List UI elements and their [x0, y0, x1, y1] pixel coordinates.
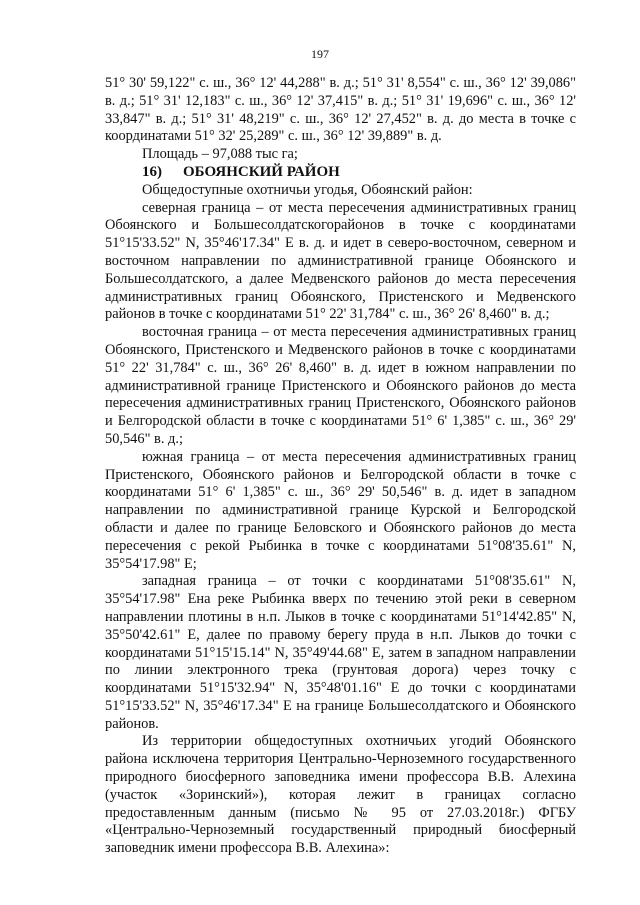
page-number: 197	[311, 47, 329, 61]
west-boundary-paragraph: западная граница – от точки с координатами 51°08'35.61" N, 35°54'17.98" Ена реке Рыбинка вверх по течению этой реки в северном направлении плотины в н.п. Лыков в точке с координатами 51°14'42.85" N, 35°50'42.61" E, далее по правому берегу пруда в н.п. Лыков до точки с координатами 51°15'15.14" N, 35°49'44.68" E, затем в западном направлении по линии электронного трека (грунтовая дорога) через точку с координатами 51°15'32.94" N, 35°48'01.16" E до точки с координатами 51°15'33.52" N, 35°46'17.34" E на границе Большесолдатского и Обоянского районов.	[105, 573, 576, 732]
north-boundary-paragraph: северная граница – от места пересечения административных границ Обоянского и Большесолдатскогорайонов в точке с координатами 51°15'33.52" N, 35°46'17.34" E в. д. и идет в северо-восточном, северном и восточном направлении по административной границе Обоянского и Большесолдатского, а далее Медвенского районов до места пересечения административных границ Обоянского, Пристенского и Медвенского районов в точке с координатами 51° 22' 31,784" с. ш., 36° 26' 8,460" в. д.;	[105, 199, 576, 323]
section-heading	[105, 164, 576, 182]
south-boundary-paragraph: южная граница – от места пересечения административных границ Пристенского, Обоянского районов и Белгородской области в точке с координатами 51° 6' 1,385" с. ш., 36° 29' 50,546" в. д. идет в западном направлении по административной границе Курской и Белгородской области и далее по границе Беловского и Обоянского районов до места пересечения с рекой Рыбинка в точке с координатами 51°08'35.61" N, 35°54'17.98" E;	[105, 448, 576, 572]
section-number: 16)	[142, 163, 162, 180]
intro-coordinates-paragraph: 51° 30' 59,122" с. ш., 36° 12' 44,288" в. д.; 51° 31' 8,554" с. ш., 36° 12' 39,086" в. д.; 51° 31' 12,183" с. ш., 36° 12' 37,415" в. д.; 51° 31' 19,696" с. ш., 36° 12' 33,847" в. д.; 51° 31' 48,219" с. ш., 36° 12' 27,452" в. д. до места в точке с координатами 51° 32' 25,289" с. ш., 36° 12' 39,889" в. д.	[105, 75, 576, 145]
east-boundary-paragraph: восточная граница – от места пересечения административных границ Обоянского, Пристенского и Медвенского районов в точке с координатами 51° 22' 31,784" с. ш., 36° 26' 8,460" в. д. идет в южном направлении по административной границе Пристенского и Обоянского районов до места пересечения административных границ Пристенского, Обоянского районов и Белгородской области в точке с координатами 51° 6' 1,385" с. ш., 36° 29' 50,546" в. д.;	[105, 324, 576, 447]
exclusion-paragraph: Из территории общедоступных охотничьих угодий Обоянского района исключена территория Центрально-Черноземного государственного природного биосферного заповедника имени профессора В.В. Алехина (участок «Зоринский»), которая лежит в границах согласно предоставленным данным (письмо № 95 от 27.03.2018г.) ФГБУ «Центрально-Черноземный государственный природный биосферный заповедник имени профессора В.В. Алехина»:	[105, 733, 576, 857]
section-title: ОБОЯНСКИЙ РАЙОН	[183, 163, 340, 180]
document-body	[105, 75, 576, 858]
subtitle-paragraph: Общедоступные охотничьи угодья, Обоянский район:	[142, 181, 473, 198]
area-paragraph: Площадь – 97,088 тыс га;	[142, 146, 298, 163]
